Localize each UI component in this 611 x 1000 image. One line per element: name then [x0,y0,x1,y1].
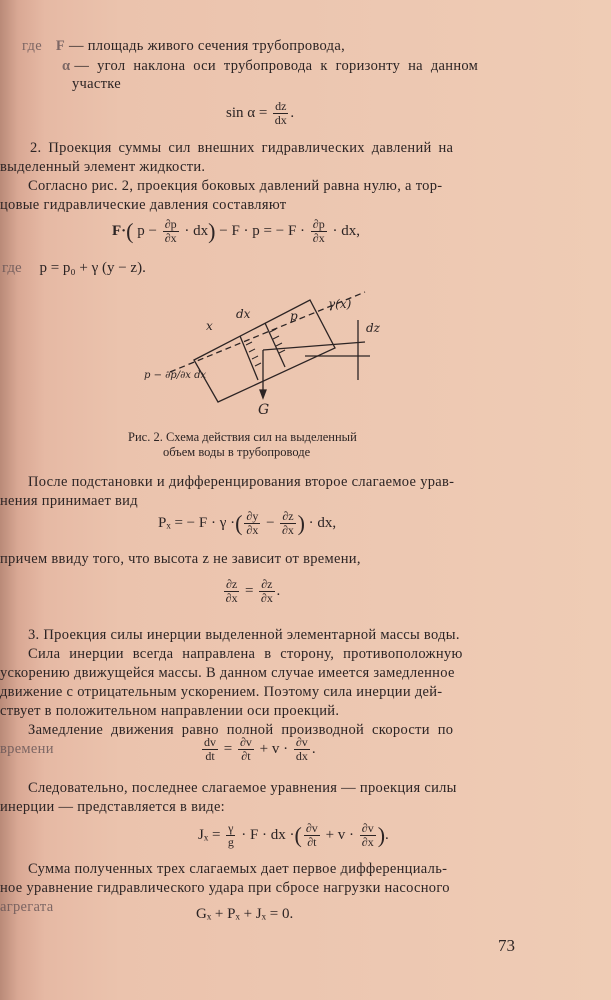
eq-lhs: Jₓ = [198,826,221,843]
numerator: ∂p [312,217,325,231]
section3-line: Сила инерции всегда направлена в сторону, противоположную [28,646,463,662]
figure-pipe-forces-diagram [130,290,410,420]
eq-tail: . [290,104,295,121]
section3-line: движение с отрицательным ускорением. Поэтому сила инерции дей- [0,684,443,700]
eq-text: p = p₀ + γ (y − z). [39,260,146,276]
eq-minus: − [266,514,275,531]
numerator: ∂v [239,735,252,749]
paren-close: ) [377,822,386,848]
denominator: g [227,835,234,849]
denominator: ∂x [361,835,374,849]
eq-part: · dx [184,222,209,239]
figure-caption-cont: объем воды в трубопроводе [163,445,311,459]
definition-F [22,38,345,55]
numerator: ∂y [246,509,259,523]
eq-plus: + v · [325,826,355,843]
eq-tail: . [311,740,316,757]
fraction [304,822,320,849]
label-dz: dz [366,321,381,335]
eq-sign: = [223,740,233,757]
paragraph-since: причем ввиду того, что высота z не зависит от времени, [0,551,361,567]
equation-px [158,510,336,537]
denominator: ∂x [260,591,273,605]
def-prefix: где [22,38,42,54]
label-gamma: γ(x) [328,297,352,311]
paragraph-sum-cont: агрегата [0,899,54,915]
numerator: ∂v [305,821,318,835]
def-text: — площадь живого сечения трубопровода, [69,38,345,54]
fraction [226,822,235,849]
page-number: 73 [498,936,515,955]
label-p: p [290,309,298,323]
numerator: γ [228,821,234,835]
equation-dv-dt [200,736,316,763]
section3-heading: 3. Проекция силы инерции выделенной элементарной массы воды. [28,627,460,643]
eq-part: p − [137,222,157,239]
label-dx: dx [236,307,251,321]
fraction [163,218,179,245]
eq-tail: · dx, [308,514,337,531]
numerator: dv [204,735,216,749]
def-text: — угол наклона оси трубопровода к горизонту на данном [74,58,479,74]
equation-pressure [112,218,360,245]
eq-prefix: где [2,260,22,276]
eq-part: F· [112,222,127,239]
eq-part: − F · p = − F · [219,222,306,239]
def-symbol: α [62,58,71,74]
section3-line: времени [0,741,54,757]
fraction [273,100,288,127]
section2-heading: 2. Проекция суммы сил внешних гидравлических давлений на [30,140,454,156]
paragraph-after-substitution-cont: нения принимает вид [0,493,138,509]
paren-close: ) [208,218,216,244]
eq-tail: . [385,826,389,843]
numerator: ∂z [226,577,238,591]
label-left-pressure: p − ∂p/∂x dx [144,370,207,381]
paragraph-sum-cont: ное уравнение гидравлического удара при сбросе нагрузки насосного [0,880,450,896]
fraction [294,736,310,763]
numerator: ∂v [361,821,374,835]
denominator: ∂x [312,231,325,245]
equation-jx [198,822,389,849]
numerator: ∂z [261,577,273,591]
figure-caption: Рис. 2. Схема действия сил на выделенный [128,430,357,444]
equation-final: Gₓ + Pₓ + Jₓ = 0. [196,906,294,922]
def-continuation: участке [72,76,121,92]
denominator: ∂t [241,749,251,763]
eq-part: · F · dx · [241,826,295,843]
fraction [311,218,327,245]
fraction [280,510,295,537]
paragraph-sum: Сумма полученных трех слагаемых дает первое дифференциаль- [28,861,448,877]
denominator: dx [274,113,287,127]
label-x: x [206,319,213,333]
def-symbol: F [55,38,66,54]
section2-para-cont: цовые гидравлические давления составляют [0,197,287,213]
numerator: ∂p [164,217,177,231]
equation-dz [222,578,280,605]
paren-close: ) [297,510,305,536]
paragraph-consequently-cont: инерции — представляется в виде: [0,799,226,815]
section3-line: ствует в положительном направлении оси проекций. [0,703,340,719]
eq-plus: + v · [259,740,289,757]
denominator: dx [295,749,308,763]
numerator: ∂v [295,735,308,749]
section2-para: Согласно рис. 2, проекция боковых давлений равна нулю, а тор- [28,178,443,194]
fraction [224,578,239,605]
denominator: ∂x [281,523,294,537]
paren-open: ( [294,822,302,848]
equation-p-def [2,260,146,277]
section3-line: ускорению движущейся массы. В данном случае имеется замедленное [0,665,455,681]
fraction [202,736,218,763]
section3-line: Замедление движения равно полной производной скорости по [28,722,454,738]
fraction [238,736,254,763]
denominator: ∂t [307,835,317,849]
eq-sign: = [245,582,254,599]
denominator: dt [205,749,215,763]
eq-lhs: sin α = [226,104,268,121]
eq-part: · dx, [332,222,360,239]
denominator: ∂x [164,231,177,245]
numerator: ∂z [282,509,294,523]
fraction [360,822,376,849]
eq-tail: . [276,582,281,599]
eq-lhs: Pₓ = − F · γ · [158,514,236,531]
label-G: G [258,402,270,418]
paren-open: ( [235,510,243,536]
definition-alpha [62,58,478,75]
section2-heading-cont: выделенный элемент жидкости. [0,159,206,175]
paragraph-consequently: Следовательно, последнее слагаемое уравнения — проекция силы [28,780,457,796]
paragraph-after-substitution: После подстановки и дифференцирования второе слагаемое урав- [28,474,455,490]
equation-sin [226,100,294,127]
paren-open: ( [126,218,134,244]
denominator: ∂x [225,591,238,605]
numerator: dz [275,99,287,113]
fraction [244,510,260,537]
fraction [259,578,274,605]
denominator: ∂x [246,523,259,537]
